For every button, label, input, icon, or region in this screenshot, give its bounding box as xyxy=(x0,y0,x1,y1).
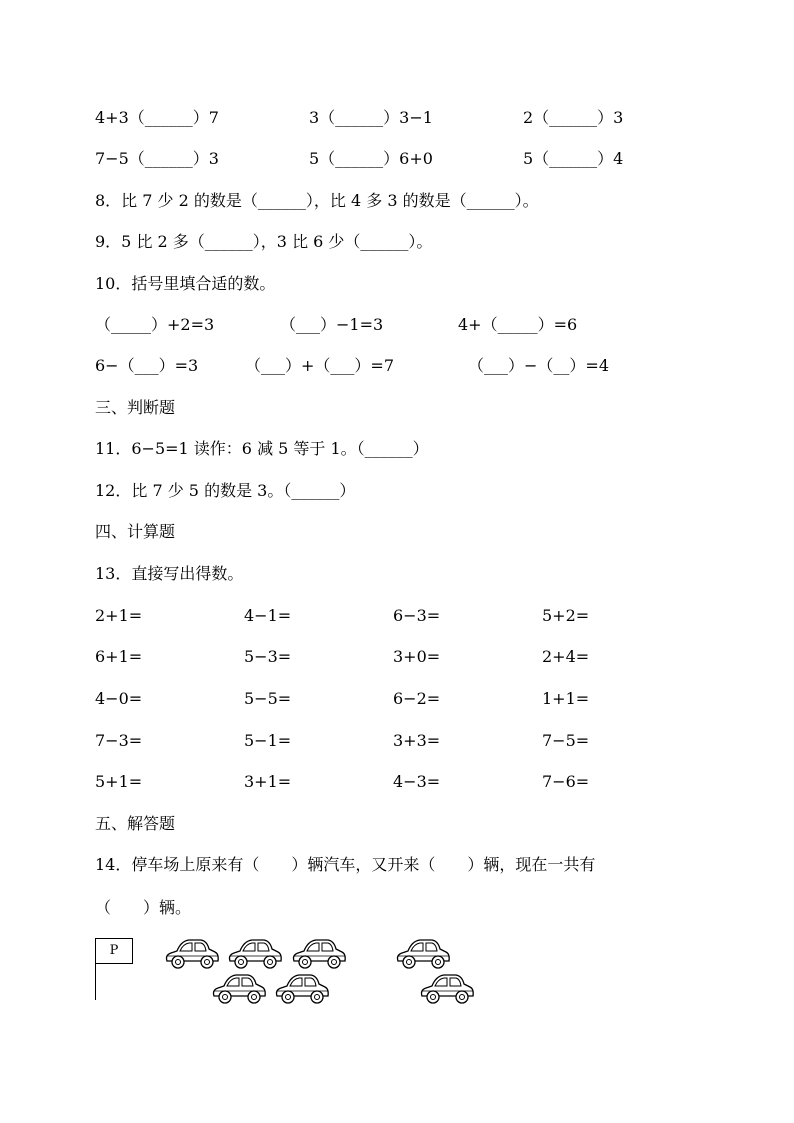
fill-item-1-2: （___）−1=3 xyxy=(280,315,384,334)
section-calculation-title: 四、计算题 xyxy=(95,522,176,541)
fill-item-2-2: （___）+（___）=7 xyxy=(245,356,394,375)
question-8: 8．比 7 少 2 的数是（______），比 4 多 3 的数是（______）。 xyxy=(95,191,539,210)
calc-item: 5+1= xyxy=(95,772,143,791)
calc-item: 5−3= xyxy=(244,647,292,666)
section-judgement-title: 三、判断题 xyxy=(95,398,176,417)
calc-item: 2+1= xyxy=(95,606,143,625)
compare-item-1-3: 2（______）3 xyxy=(523,108,624,127)
compare-item-2-2: 5（______）6+0 xyxy=(309,149,433,168)
parking-sign xyxy=(95,938,135,1000)
compare-item-2-1: 7−5（______）3 xyxy=(95,149,219,168)
calc-item: 3+0= xyxy=(393,647,441,666)
calc-item: 7−3= xyxy=(95,731,143,750)
fill-item-1-1: （_____）+2=3 xyxy=(95,315,215,334)
question-12: 12．比 7 少 5 的数是 3。（______） xyxy=(95,481,356,500)
car-icon xyxy=(210,970,268,1004)
car-icon xyxy=(226,935,284,969)
calc-item: 6+1= xyxy=(95,647,143,666)
calc-item: 5−5= xyxy=(244,689,292,708)
question-14-line-1: 14．停车场上原来有（ ）辆汽车，又开来（ ）辆，现在一共有 xyxy=(95,855,596,874)
calc-item: 2+4= xyxy=(542,647,590,666)
compare-item-1-2: 3（______）3−1 xyxy=(309,108,433,127)
calc-item: 3+1= xyxy=(244,772,292,791)
calc-item: 1+1= xyxy=(542,689,590,708)
fill-item-2-1: 6−（___）=3 xyxy=(95,356,199,375)
fill-item-2-3: （___）−（__）=4 xyxy=(468,356,609,375)
section-answer-title: 五、解答题 xyxy=(95,814,176,833)
calc-item: 5+2= xyxy=(542,606,590,625)
car-icon xyxy=(418,970,476,1004)
fill-item-1-3: 4+（_____）=6 xyxy=(458,315,578,334)
calc-item: 7−6= xyxy=(542,772,590,791)
calc-item: 6−2= xyxy=(393,689,441,708)
compare-item-1-1: 4+3（______）7 xyxy=(95,108,219,127)
calc-item: 4−3= xyxy=(393,772,441,791)
question-11: 11．6−5=1 读作：6 减 5 等于 1。（______） xyxy=(95,439,429,458)
calc-item: 5−1= xyxy=(244,731,292,750)
parking-sign-label: P xyxy=(109,943,119,958)
calc-item: 7−5= xyxy=(542,731,590,750)
car-icon xyxy=(163,935,221,969)
calc-item: 3+3= xyxy=(393,731,441,750)
calc-item: 6−3= xyxy=(393,606,441,625)
calc-item: 4−0= xyxy=(95,689,143,708)
parking-sign-board xyxy=(95,938,133,964)
calc-item: 4−1= xyxy=(244,606,292,625)
car-icon xyxy=(394,935,452,969)
question-10: 10．括号里填合适的数。 xyxy=(95,274,276,293)
compare-item-2-3: 5（______）4 xyxy=(523,149,624,168)
question-9: 9．5 比 2 多（______），3 比 6 少（______）。 xyxy=(95,232,433,251)
car-icon xyxy=(273,970,331,1004)
car-icon xyxy=(290,935,348,969)
question-13: 13．直接写出得数。 xyxy=(95,564,244,583)
question-14-line-2: （ ）辆。 xyxy=(95,898,192,917)
